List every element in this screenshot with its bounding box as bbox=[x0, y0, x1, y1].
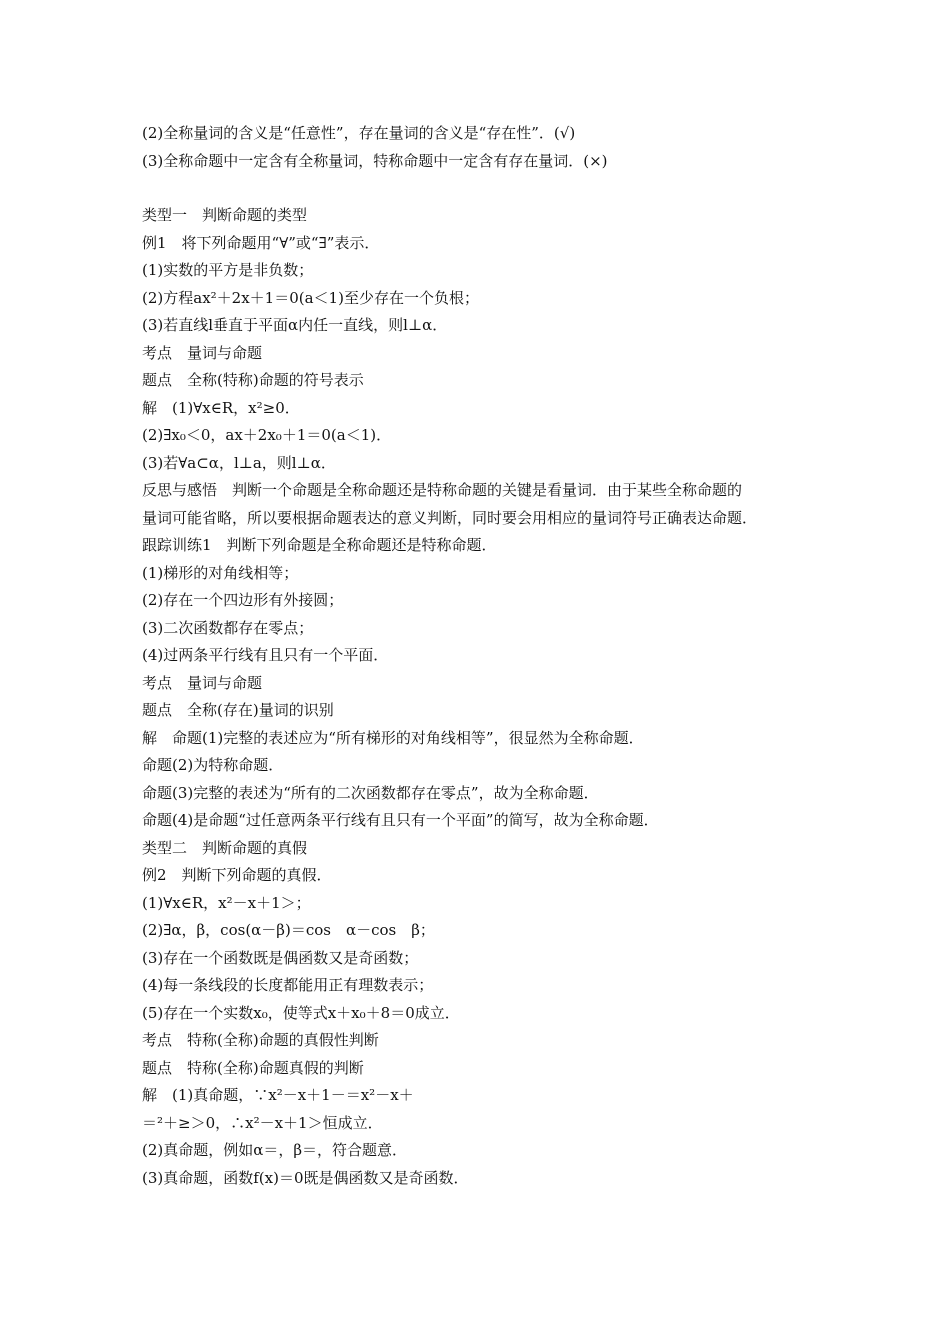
text-line: 题点 全称(存在)量词的识别 bbox=[142, 701, 334, 719]
text-line: 命题(4)是命题“过任意两条平行线有且只有一个平面”的简写，故为全称命题． bbox=[142, 811, 659, 829]
text-line: (1)∀x∈R，x²－x＋1＞； bbox=[142, 893, 311, 912]
text-line: 类型一 判断命题的类型 bbox=[142, 206, 308, 224]
document-body bbox=[142, 120, 822, 1192]
text-line: (3)若∀a⊂α，l⊥a，则l⊥α． bbox=[142, 453, 336, 472]
text-line: 解 (1)∀x∈R，x²≥0． bbox=[142, 398, 300, 417]
text-line: 例2 判断下列命题的真假． bbox=[142, 866, 332, 884]
text-line: (3)全称命题中一定含有全称量词，特称命题中一定含有存在量词．(×) bbox=[142, 151, 608, 170]
main-content bbox=[142, 202, 822, 1192]
text-line: (4)每一条线段的长度都能用正有理数表示； bbox=[142, 976, 434, 994]
text-line: 解 命题(1)完整的表述应为“所有梯形的对角线相等”，很显然为全称命题． bbox=[142, 728, 644, 747]
text-line: (2)全称量词的含义是“任意性”，存在量词的含义是“存在性”．(√) bbox=[142, 124, 576, 142]
text-line: (3)存在一个函数既是偶函数又是奇函数； bbox=[142, 948, 419, 967]
text-line: (3)真命题，函数f(x)＝0既是偶函数又是奇函数． bbox=[142, 1168, 469, 1187]
text-line: 类型二 判断命题的真假 bbox=[142, 838, 308, 857]
text-line: (2)∃α，β，cos(α－β)＝cos α－cos β； bbox=[142, 921, 435, 939]
text-line: (2)方程ax²＋2x＋1＝0(a＜1)至少存在一个负根； bbox=[142, 288, 479, 307]
text-line: (4)过两条平行线有且只有一个平面． bbox=[142, 646, 389, 664]
text-line: (1)实数的平方是非负数； bbox=[142, 261, 314, 279]
text-line: (2)存在一个四边形有外接圆； bbox=[142, 591, 344, 609]
text-line: 题点 特称(全称)命题真假的判断 bbox=[142, 1058, 364, 1077]
text-line: 考点 量词与命题 bbox=[142, 673, 263, 692]
text-line: (2)∃x₀＜0，ax＋2x₀＋1＝0(a＜1)． bbox=[142, 426, 392, 444]
text-line: (5)存在一个实数x₀，使等式x＋x₀＋8＝0成立． bbox=[142, 1003, 460, 1022]
text-line: 考点 特称(全称)命题的真假性判断 bbox=[142, 1031, 379, 1049]
text-line: (2)真命题，例如α＝，β＝，符合题意． bbox=[142, 1141, 408, 1159]
text-line: 题点 全称(特称)命题的符号表示 bbox=[142, 371, 364, 389]
text-line: (3)二次函数都存在零点； bbox=[142, 618, 314, 637]
text-line: 量词可能省略，所以要根据命题表达的意义判断，同时要会用相应的量词符号正确表达命题． bbox=[142, 508, 758, 527]
text-line: 考点 量词与命题 bbox=[142, 343, 263, 362]
text-line: 跟踪训练1 判断下列命题是全称命题还是特称命题． bbox=[142, 536, 497, 554]
text-line: ＝²＋≥＞0，∴x²－x＋1＞恒成立． bbox=[142, 1113, 383, 1132]
paragraph-gap bbox=[142, 175, 822, 202]
text-line: (3)若直线l垂直于平面α内任一直线，则l⊥α． bbox=[142, 316, 448, 334]
text-line: 解 (1)真命题，∵x²－x＋1－＝x²－x＋ bbox=[142, 1086, 414, 1104]
text-line: 例1 将下列命题用“∀”或“∃”表示． bbox=[142, 233, 380, 252]
text-line: 命题(2)为特称命题． bbox=[142, 756, 284, 774]
text-line: (1)梯形的对角线相等； bbox=[142, 563, 299, 582]
text-line: 反思与感悟 判断一个命题是全称命题还是特称命题的关键是看量词．由于某些全称命题的 bbox=[142, 481, 743, 499]
text-line: 命题(3)完整的表述为“所有的二次函数都存在零点”，故为全称命题． bbox=[142, 783, 599, 802]
